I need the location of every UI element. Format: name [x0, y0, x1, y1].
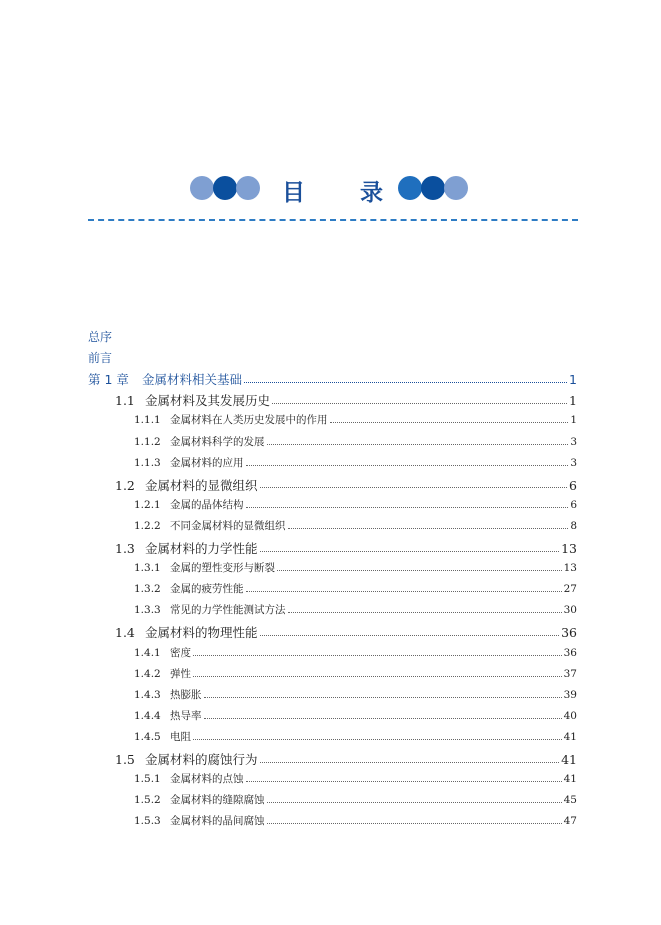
dot-leader	[246, 507, 569, 508]
hexagon-icon	[190, 176, 214, 200]
toc-entry[interactable]	[134, 602, 577, 617]
dot-leader	[193, 655, 562, 656]
toc-entry-number: 1.2	[115, 477, 135, 493]
page-title-char-2: 录	[360, 180, 383, 206]
toc-entry-title: 热膨胀	[170, 688, 202, 701]
hexagon-icon	[398, 176, 422, 200]
toc-entry-title: 金属材料的缝隙腐蚀	[170, 794, 265, 807]
dot-leader	[204, 718, 562, 719]
toc-entry-title: 金属材料的点蚀	[170, 773, 244, 786]
toc-entry-page: 41	[563, 773, 577, 786]
toc-entry-title: 金属材料的腐蚀行为	[145, 752, 258, 767]
dot-leader	[272, 403, 567, 404]
toc-entry-number: 1.1	[115, 393, 135, 409]
toc-entry-number: 1.5.1	[134, 773, 161, 786]
toc-entry[interactable]	[134, 708, 577, 723]
toc-entry[interactable]	[134, 687, 577, 702]
hexagon-icon	[444, 176, 468, 200]
hexagon-icon	[421, 176, 445, 200]
dot-leader	[267, 802, 562, 803]
toc-front-label: 前言	[88, 351, 113, 366]
toc-entry-page: 36	[563, 646, 577, 659]
toc-entry-title: 金属材料科学的发展	[170, 435, 265, 448]
toc-entry-page: 45	[563, 794, 577, 807]
dot-leader	[288, 528, 569, 529]
toc-entry-title: 金属材料的晶间腐蚀	[170, 815, 265, 828]
toc-entry-number: 1.1.3	[134, 456, 161, 469]
toc-entry-number: 1.3.2	[134, 583, 161, 596]
toc-entry-number: 1.1.1	[134, 414, 161, 427]
toc-entry-number: 1.3.3	[134, 604, 161, 617]
toc-entry-number: 1.4.5	[134, 730, 161, 743]
toc-entry[interactable]	[134, 434, 577, 449]
toc-entry-title: 常见的力学性能测试方法	[170, 604, 286, 617]
page-title-char-1: 目	[282, 180, 305, 206]
toc-entry-number: 1.1.2	[134, 435, 161, 448]
toc-entry[interactable]	[115, 476, 577, 494]
dot-leader	[267, 823, 562, 824]
toc-entry-title: 金属的晶体结构	[170, 498, 244, 511]
toc-header	[0, 170, 661, 210]
toc-entry-title: 密度	[170, 646, 191, 659]
toc-entry[interactable]	[134, 497, 577, 512]
toc-entry[interactable]	[115, 750, 577, 768]
toc-entry-title: 金属材料的显微组织	[145, 477, 258, 493]
toc-entry[interactable]	[134, 412, 577, 427]
dot-leader	[204, 697, 562, 698]
toc-entry[interactable]	[134, 560, 577, 575]
header-divider	[88, 219, 578, 221]
toc-entry[interactable]	[115, 391, 577, 409]
dot-leader	[193, 676, 562, 677]
toc-entry[interactable]	[134, 645, 577, 660]
toc-entry[interactable]	[88, 370, 577, 388]
toc-entry-page: 6	[569, 477, 577, 493]
dot-leader	[244, 382, 567, 383]
dot-leader	[246, 591, 562, 592]
toc-entry-title: 金属材料相关基础	[142, 372, 243, 388]
toc-entry-number: 1.3	[115, 541, 135, 556]
toc-entry[interactable]	[134, 771, 577, 786]
toc-entry[interactable]	[134, 518, 577, 533]
dot-leader	[246, 465, 569, 466]
dot-leader	[260, 762, 560, 763]
hexagon-icon	[213, 176, 237, 200]
toc-entry-page: 30	[563, 604, 577, 617]
toc-entry[interactable]	[134, 729, 577, 744]
toc-front-item[interactable]	[88, 328, 112, 345]
dot-leader	[288, 612, 562, 613]
toc-entry-page: 1	[569, 372, 577, 388]
toc-entry-title: 不同金属材料的显微组织	[170, 519, 286, 532]
toc-entry-title: 金属的塑性变形与断裂	[170, 562, 275, 575]
toc-entry-title: 热导率	[170, 709, 202, 722]
toc-entry-page: 8	[570, 519, 577, 532]
toc-entry-number: 1.4.2	[134, 667, 161, 680]
toc-entry-number: 1.5.3	[134, 815, 161, 828]
dot-leader	[330, 422, 569, 423]
toc-entry-number: 1.3.1	[134, 562, 161, 575]
dot-leader	[260, 551, 560, 552]
toc-entry-title: 弹性	[170, 667, 191, 680]
toc-entry-number: 1.2.1	[134, 498, 161, 511]
toc-entry-number: 1.5.2	[134, 794, 161, 807]
toc-entry[interactable]	[134, 666, 577, 681]
dot-leader	[260, 487, 568, 488]
dot-leader	[267, 444, 569, 445]
dot-leader	[277, 570, 562, 571]
toc-entry-number: 1.4.4	[134, 709, 161, 722]
toc-entry-number: 第 1 章	[88, 372, 129, 388]
toc-entry-title: 金属材料在人类历史发展中的作用	[170, 414, 328, 427]
toc-entry[interactable]	[115, 539, 577, 557]
toc-entry-page: 41	[563, 730, 577, 743]
toc-entry-page: 36	[561, 625, 577, 641]
toc-entry-number: 1.4.1	[134, 646, 161, 659]
toc-entry[interactable]	[115, 623, 577, 641]
toc-entry-number: 1.4.3	[134, 688, 161, 701]
toc-entry[interactable]	[134, 455, 577, 470]
dot-leader	[246, 781, 562, 782]
toc-entry-page: 40	[563, 709, 577, 722]
toc-front-label: 总序	[88, 330, 113, 344]
toc-entry-number: 1.4	[115, 625, 135, 641]
toc-entry-title: 金属材料及其发展历史	[145, 393, 271, 409]
toc-entry-title: 金属材料的物理性能	[145, 625, 258, 641]
toc-entry-number: 1.5	[115, 752, 135, 767]
toc-entry-title: 金属的疲劳性能	[170, 583, 244, 596]
toc-entry[interactable]	[134, 581, 577, 596]
toc-entry-page: 41	[561, 752, 577, 767]
toc-front-item[interactable]	[88, 349, 112, 366]
toc-entry[interactable]	[134, 792, 577, 807]
dot-leader	[193, 739, 562, 740]
dot-leader	[260, 635, 560, 636]
toc-entry-title: 金属材料的应用	[170, 456, 244, 469]
toc-entry-title: 金属材料的力学性能	[145, 541, 258, 556]
toc-entry-number: 1.2.2	[134, 519, 161, 532]
toc-entry-page: 47	[563, 815, 577, 828]
toc-entry-page: 1	[569, 393, 577, 409]
toc-entry-page: 39	[563, 688, 577, 701]
toc-entry-page: 3	[570, 456, 577, 469]
toc-entry-page: 13	[561, 541, 577, 556]
toc-entry[interactable]	[134, 813, 577, 828]
toc-entry-page: 3	[570, 435, 577, 448]
hexagon-icon	[236, 176, 260, 200]
toc-entry-title: 电阻	[170, 730, 191, 743]
toc-entry-page: 13	[563, 562, 577, 575]
toc-entry-page: 37	[563, 667, 577, 680]
toc-entry-page: 6	[570, 498, 577, 511]
toc-entry-page: 1	[570, 414, 577, 427]
toc-entry-page: 27	[563, 583, 577, 596]
